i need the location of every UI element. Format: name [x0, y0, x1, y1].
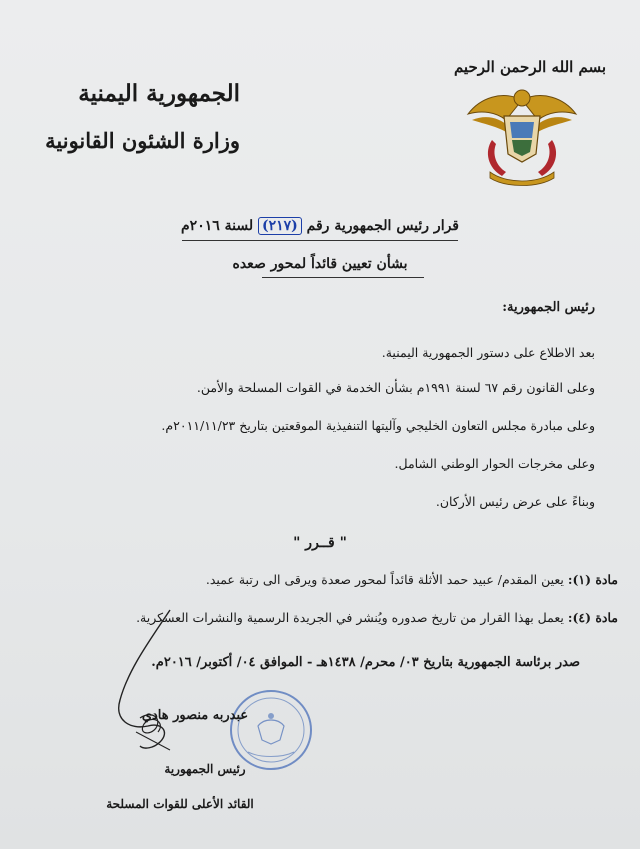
decree-title [170, 218, 470, 234]
decided-heading: " قــرر " [293, 535, 347, 551]
basmala: بسم الله الرحمن الرحيم [453, 58, 607, 76]
signatory-name: عبدربه منصور هادي [141, 708, 249, 723]
signatory-title: رئيس الجمهورية [164, 762, 246, 776]
decree-title-suffix: لسنة ٢٠١٦م [181, 218, 254, 234]
addressee: رئيس الجمهورية: [502, 300, 595, 315]
preamble-line: بعد الاطلاع على دستور الجمهورية اليمنية. [381, 345, 595, 360]
preamble-line: وبناءً على عرض رئيس الأركان. [435, 494, 595, 509]
handwritten-signature [100, 600, 220, 760]
preamble-line: وعلى القانون رقم ٦٧ لسنة ١٩٩١م بشأن الخدمة في القوات المسلحة والأمن. [196, 380, 595, 395]
article-label: مادة (١): [567, 572, 618, 587]
official-seal-stamp [228, 688, 314, 772]
title-underline [182, 240, 458, 241]
national-emblem-icon [462, 80, 582, 188]
article-1 [206, 572, 618, 587]
article-text: يعين المقدم/ عبيد حمد الأثلة قائداً لمحور صعدة ويرقى الى رتبة عميد. [205, 572, 564, 587]
decree-subject: بشأن تعيين قائداً لمحور صعده [232, 256, 408, 272]
subject-underline [262, 277, 424, 278]
article-text: يعمل بهذا القرار من تاريخ صدوره ويُنشر في الجريدة الرسمية والنشرات العسكرية. [136, 610, 564, 625]
letterhead-country: الجمهورية اليمنية [78, 80, 240, 107]
issued-date: صدر برئاسة الجمهورية بتاريخ ٠٣/ محرم/ ١٤٣٨هـ - الموافق ٠٤/ أكتوبر/ ٢٠١٦م. [151, 655, 580, 670]
decree-number: (٢١٧) [258, 217, 302, 235]
letterhead-ministry: وزارة الشئون القانونية [45, 128, 240, 153]
decree-title-prefix: قرار رئيس الجمهورية رقم [306, 218, 459, 234]
article-label: مادة (٤): [567, 610, 618, 625]
signatory-command: القائد الأعلى للقوات المسلحة [106, 797, 254, 811]
preamble-line: وعلى مبادرة مجلس التعاون الخليجي وآليتها التنفيذية الموقعتين بتاريخ ٢٠١١/١١/٢٣م. [161, 418, 595, 433]
preamble-line: وعلى مخرجات الحوار الوطني الشامل. [394, 456, 595, 471]
